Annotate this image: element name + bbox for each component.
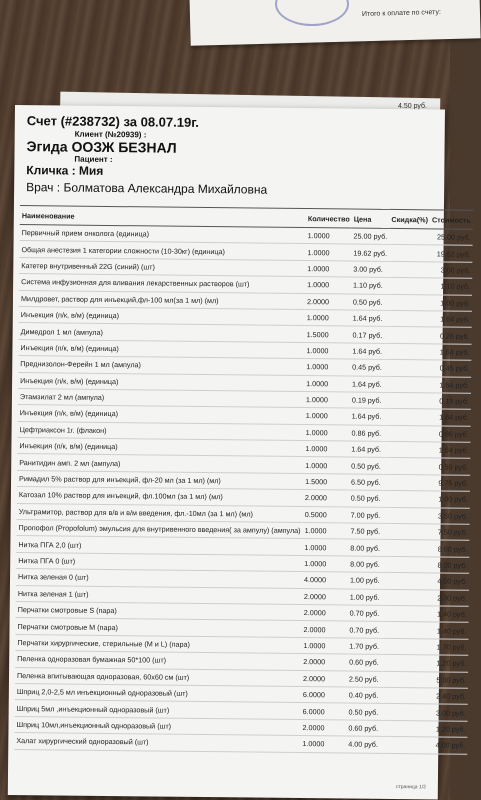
cell-cost: 8.00 руб. — [426, 540, 469, 557]
cell-qty: 1.0000 — [304, 408, 350, 425]
cell-qty: 1.0000 — [305, 244, 351, 261]
cell-price: 0.45 руб. — [350, 359, 388, 376]
pet-nickname: Кличка : Мия — [26, 163, 104, 178]
cell-price: 1.64 руб. — [349, 441, 387, 458]
cell-cost: 1.64 руб. — [428, 376, 471, 393]
cell-discount — [389, 228, 430, 245]
cell-name: Халат хирургический одноразовый (шт) — [14, 733, 300, 752]
cell-price: 19.62 руб. — [351, 244, 389, 261]
back-sheet-price: 4.50 руб. — [398, 103, 427, 110]
cell-price: 2.50 руб. — [347, 671, 385, 688]
cell-qty: 0.5000 — [303, 506, 349, 523]
cell-qty: 2.0000 — [301, 621, 347, 638]
cell-name: Ультрамитор, раствор для в/в и в/м введения, фл.-10мл (за 1 мл) (мл) — [17, 503, 303, 522]
cell-name: Милдровет, раствор для инъекций,фл-100 мл(за 1 мл) (мл) — [19, 290, 305, 309]
cell-discount — [388, 294, 429, 311]
cell-discount — [388, 376, 429, 393]
cell-cost: 1.40 руб. — [426, 622, 469, 639]
cell-name: Нитка ПГА 0 (шт) — [16, 552, 302, 571]
cell-qty: 1.0000 — [305, 260, 351, 277]
cell-price: 1.64 руб. — [350, 376, 388, 393]
patient-label: Пациент : — [74, 154, 113, 165]
cell-discount — [385, 655, 426, 672]
services-table — [14, 205, 473, 754]
cell-name: Римадил 5% раствор для инъекций, фл-20 мл (за 1 мл) (мл) — [17, 470, 303, 489]
cell-name: Ранитидин амп. 2 мл (ампула) — [17, 454, 303, 473]
cell-discount — [387, 458, 428, 475]
cell-qty: 1.5000 — [305, 326, 351, 343]
cell-qty: 1.0000 — [305, 310, 351, 327]
cell-cost: 9.75 руб. — [427, 475, 470, 492]
cell-name: Нитка зеленая 0 (шт) — [16, 569, 302, 588]
cell-name: Цефтриаксон 1г. (флакон) — [18, 421, 304, 440]
cell-name: Катозал 10% раствор для инъекций, фл.100мл (за 1 мл) (мл) — [17, 487, 303, 506]
cell-discount — [385, 622, 426, 639]
cell-price: 8.00 руб. — [348, 556, 386, 573]
cell-name: Инъекция (п/к, в/м) (единица) — [18, 405, 304, 424]
cell-discount — [386, 523, 427, 540]
cell-name: Пеленка одноразовая бумажная 50*100 (шт) — [15, 651, 301, 670]
client-name: Эгида ООЗЖ БЕЗНАЛ — [26, 138, 177, 156]
cell-discount — [387, 441, 428, 458]
cell-price: 0.86 руб. — [349, 425, 387, 442]
cell-name: Перчатки смотровые S (пара) — [16, 602, 302, 621]
cell-cost: 3.00 руб. — [429, 262, 472, 279]
cell-price: 0.60 руб. — [347, 654, 385, 671]
cell-discount — [385, 589, 426, 606]
cell-qty: 2.0000 — [300, 719, 346, 736]
corner-document-text: Итого к оплате по счету: — [361, 8, 441, 19]
cell-qty: 2.0000 — [303, 490, 349, 507]
cell-price: 0.19 руб. — [350, 392, 388, 409]
cell-name: Шприц 10мл,инъекционный одноразовый (шт) — [14, 716, 300, 735]
cell-discount — [387, 474, 428, 491]
cell-discount — [386, 556, 427, 573]
cell-cost: 1.64 руб. — [429, 344, 472, 361]
cell-price: 0.50 руб. — [351, 294, 389, 311]
cell-discount — [384, 737, 425, 754]
cell-cost: 1.40 руб. — [426, 606, 469, 623]
invoice-header — [26, 113, 268, 197]
cell-price: 1.70 руб. — [347, 638, 385, 655]
cell-cost: 1.00 руб. — [429, 294, 472, 311]
cell-cost: 2.40 руб. — [425, 688, 468, 705]
cell-name: Пеленка впитывающая одноразовая, 60х60 см (шт) — [15, 667, 301, 686]
table-row — [14, 733, 467, 754]
cell-qty: 1.0000 — [305, 277, 351, 294]
cell-qty: 6.0000 — [301, 686, 347, 703]
cell-cost: 0.45 руб. — [428, 360, 471, 377]
cell-price: 6.50 руб. — [349, 474, 387, 491]
cell-cost: 2.00 руб. — [426, 589, 469, 606]
cell-price: 0.50 руб. — [349, 457, 387, 474]
cell-cost: 8.00 руб. — [426, 557, 469, 574]
cell-qty: 1.0000 — [302, 539, 348, 556]
cell-cost: 1.64 руб. — [429, 311, 472, 328]
cell-price: 0.50 руб. — [347, 703, 385, 720]
cell-cost: 0.86 руб. — [428, 426, 471, 443]
cell-cost: 4.00 руб. — [426, 573, 469, 590]
cell-name: Перчатки смотровые М (пара) — [15, 618, 301, 637]
cell-discount — [384, 687, 425, 704]
cell-discount — [387, 392, 428, 409]
cell-qty: 2.0000 — [301, 654, 347, 671]
cell-price: 3.00 руб. — [351, 261, 389, 278]
cell-price: 1.10 руб. — [351, 277, 389, 294]
cell-name: Этамзилат 2 мл (ампула) — [18, 388, 304, 407]
cell-name: Инъекция (п/к, в/м) (единица) — [19, 307, 305, 326]
table-body — [14, 225, 473, 754]
cell-discount — [386, 573, 427, 590]
cell-name: Нитка зеленая 1 (шт) — [16, 585, 302, 604]
cell-discount — [387, 425, 428, 442]
cell-cost: 1.20 руб. — [425, 655, 468, 672]
cell-name: Шприц 2,0-2,5 мл инъекционный одноразовый (шт) — [15, 683, 301, 702]
cell-discount — [384, 704, 425, 721]
cell-discount — [387, 409, 428, 426]
cell-price: 7.00 руб. — [349, 507, 387, 524]
cell-cost: 3.00 руб. — [425, 704, 468, 721]
cell-cost: 0.19 руб. — [428, 393, 471, 410]
cell-discount — [386, 491, 427, 508]
invoice-title: Счет (#238732) за 08.07.19г. — [26, 113, 200, 130]
cell-name: Катетер внутривенный 22G (синий) (шт) — [19, 257, 305, 276]
cell-discount — [388, 360, 429, 377]
cell-discount — [389, 261, 430, 278]
cell-name: Система инфузионная для вливания лекарственных растворов (шт) — [19, 274, 305, 293]
cell-qty: 1.0000 — [304, 424, 350, 441]
cell-qty: 2.0000 — [301, 670, 347, 687]
cell-cost: 1.10 руб. — [429, 278, 472, 295]
cell-cost: 1.20 руб. — [425, 721, 468, 738]
cell-discount — [389, 245, 430, 262]
cell-price: 0.50 руб. — [349, 490, 387, 507]
cell-name: Димедрол 1 мл (ампула) — [19, 323, 305, 342]
header-cost: Стоимость — [430, 210, 473, 229]
cell-cost: 25.00 руб. — [430, 229, 473, 246]
cell-name: Нитка ПГА 2,0 (шт) — [16, 536, 302, 555]
cell-cost: 1.64 руб. — [428, 409, 471, 426]
cell-price: 0.70 руб. — [348, 605, 386, 622]
header-name: Наименование — [20, 206, 306, 228]
cell-cost: 1.00 руб. — [427, 491, 470, 508]
cell-cost: 1.64 руб. — [427, 442, 470, 459]
cell-qty: 4.0000 — [302, 572, 348, 589]
cell-price: 0.40 руб. — [347, 687, 385, 704]
cell-qty: 1.0000 — [304, 391, 350, 408]
cell-discount — [388, 327, 429, 344]
cell-qty: 1.0000 — [304, 342, 350, 359]
cell-price: 4.00 руб. — [346, 736, 384, 753]
cell-discount — [389, 278, 430, 295]
cell-discount — [386, 507, 427, 524]
cell-name: Перчатки хирургические, стерильные (M и L) (пара) — [15, 634, 301, 653]
cell-qty: 2.0000 — [302, 588, 348, 605]
cell-qty: 1.0000 — [303, 523, 349, 540]
header-discount: Скидка(%) — [389, 209, 430, 228]
cell-discount — [384, 720, 425, 737]
cell-discount — [388, 310, 429, 327]
cell-price: 0.17 руб. — [350, 326, 388, 343]
cell-name: Инъекция (п/к, в/м) (единица) — [17, 438, 303, 457]
cell-cost: 0.26 руб. — [429, 327, 472, 344]
cell-discount — [385, 671, 426, 688]
cell-discount — [386, 540, 427, 557]
cell-name: Шприц 5мл ,инъекционный одноразовый (шт) — [15, 700, 301, 719]
cell-price: 0.60 руб. — [346, 720, 384, 737]
page-number: страница 1/2 — [395, 784, 426, 791]
doctor-name: Врач : Болматова Александра Михайловна — [26, 180, 268, 197]
cell-cost: 0.50 руб. — [427, 458, 470, 475]
cell-name: Инъекция (п/к, в/м) (единица) — [18, 339, 304, 358]
cell-price: 8.00 руб. — [348, 539, 386, 556]
cell-cost: 3.50 руб. — [427, 507, 470, 524]
cell-qty: 1.5000 — [303, 473, 349, 490]
cell-cost: 5.00 руб. — [425, 671, 468, 688]
header-price: Цена — [352, 209, 390, 228]
cell-qty: 1.0000 — [302, 555, 348, 572]
cell-name: Первичный прием онколога (единица) — [20, 225, 306, 244]
invoice-sheet — [8, 105, 471, 799]
cell-qty: 6.0000 — [301, 703, 347, 720]
cell-qty: 1.0000 — [300, 736, 346, 753]
cell-qty: 1.0000 — [303, 441, 349, 458]
cell-discount — [385, 605, 426, 622]
cell-price: 1.64 руб. — [351, 310, 389, 327]
cell-price: 0.70 руб. — [347, 621, 385, 638]
cell-cost: 7.50 руб. — [427, 524, 470, 541]
cell-price: 1.00 руб. — [348, 589, 386, 606]
cell-qty: 1.0000 — [301, 637, 347, 654]
cell-price: 1.00 руб. — [348, 572, 386, 589]
cell-cost: 19.62 руб. — [430, 245, 473, 262]
client-label: Клиент (№20939) : — [74, 129, 147, 140]
cell-qty: 1.0000 — [303, 457, 349, 474]
cell-price: 7.50 руб. — [348, 523, 386, 540]
cell-price: 1.64 руб. — [350, 343, 388, 360]
cell-qty: 1.0000 — [304, 375, 350, 392]
cell-qty: 1.0000 — [304, 359, 350, 376]
cell-price: 25.00 руб. — [351, 228, 389, 245]
cell-name: Преднизолон-Ферейн 1 мл (ампула) — [18, 356, 304, 375]
cell-cost: 1.70 руб. — [425, 639, 468, 656]
cell-name: Инъекция (п/к, в/м) (единица) — [18, 372, 304, 391]
cell-qty: 2.0000 — [305, 293, 351, 310]
cell-price: 1.64 руб. — [350, 408, 388, 425]
cell-qty: 1.0000 — [306, 228, 352, 245]
cell-cost: 4.00 руб. — [424, 737, 467, 754]
cell-name: Пропофол (Propofolum) эмульсия для внутривенного введения( за ампулу) (ампула) — [16, 520, 302, 539]
cell-discount — [385, 638, 426, 655]
header-qty: Количество — [306, 209, 352, 228]
cell-qty: 2.0000 — [302, 605, 348, 622]
cell-name: Общая анестезия 1 категории сложности (10-30кг) (единица) — [19, 241, 305, 260]
cell-discount — [388, 343, 429, 360]
